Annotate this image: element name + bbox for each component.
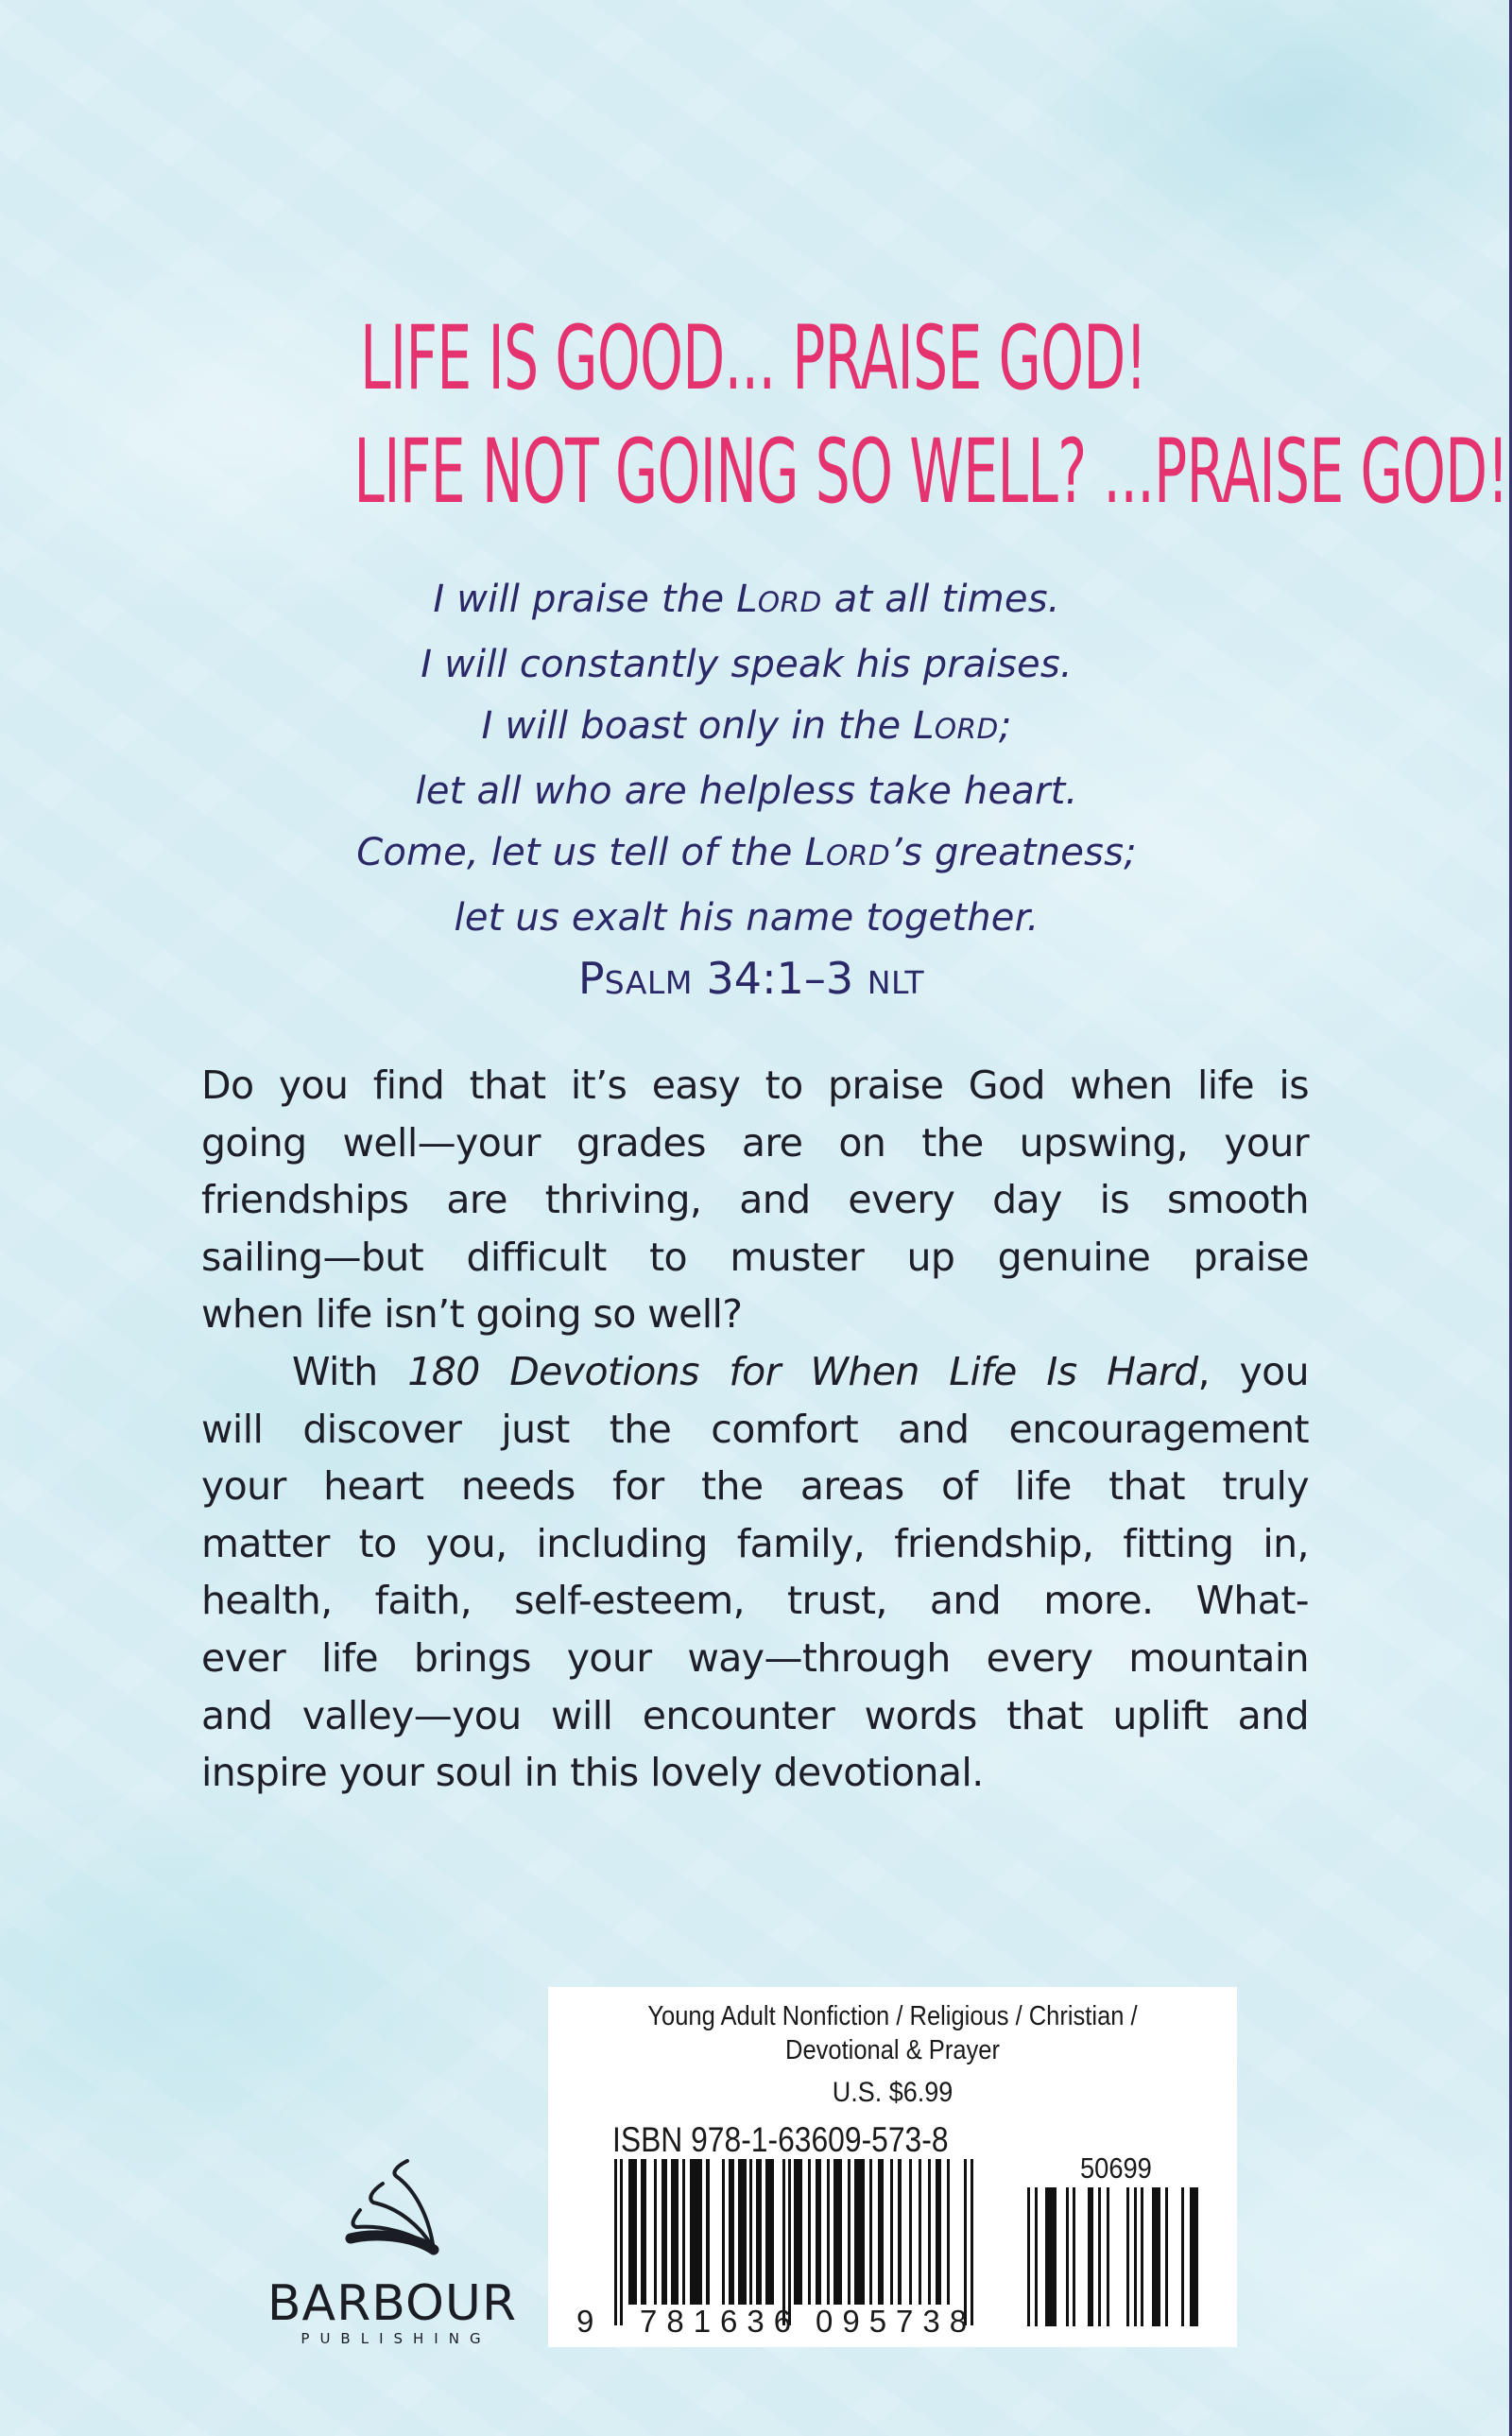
body-text: , you [1197,1348,1309,1394]
verse-text: ’s greatness; [890,831,1137,874]
lord-initial: L [804,831,826,874]
body-line: your heart needs for the areas of life that truly [201,1463,1309,1510]
verse-text: I will praise the [433,578,737,621]
category-line-2: Devotional & Prayer [785,2035,1000,2065]
verse-reference [0,950,1503,1011]
verse-line [0,569,1493,634]
body-line [201,1343,1309,1401]
headline-line-2 [0,421,1509,524]
isbn-label: ISBN 978-1-63609-573-8 [612,2120,949,2159]
publisher-subtitle: PUBLISHING [301,2330,491,2347]
verse-text: at all times. [821,578,1060,621]
body-line: friendships are thriving, and every day is smooth [201,1177,1309,1223]
price: U.S. $6.99 [832,2077,954,2108]
barcode-panel [548,1987,1237,2347]
body-line: when life isn’t going so well? [201,1291,743,1338]
ean-first-digit: 9 [576,2304,594,2339]
body-text: With [292,1348,408,1394]
reference-translation: NLT [867,964,925,1001]
ean-left-digits: 781636 [640,2304,801,2339]
verse-text: I will boast only in the [481,704,914,748]
body-line: inspire your soul in this lovely devotional. [201,1750,984,1796]
verse-text: Come, let us tell of the [356,831,805,874]
publisher-name: BARBOUR [266,2275,518,2332]
open-book-pages-icon [345,2159,439,2257]
book-title: 180 Devotions for When Life Is Hard [407,1348,1198,1394]
verse-line [0,696,1493,761]
headline-line-2-text: LIFE NOT GOING SO WELL? ...PRAISE GOD! [353,421,1509,524]
verse-line: I will constantly speak his praises. [421,642,1073,686]
isbn-barcode-icon [614,2159,983,2325]
body-line: matter to you, including family, friendship, fitting in, [201,1520,1309,1566]
body-line: Do you find that it’s easy to praise God when life is [201,1063,1309,1108]
lord-initial: L [913,704,935,748]
verse-text: ; [998,704,1012,748]
lord-small-caps: ORD [934,713,999,745]
verse-line: let all who are helpless take heart. [415,769,1078,813]
addon-barcode-icon [1027,2187,1211,2326]
headline-line-1-text: LIFE IS GOOD... PRAISE GOD! [359,307,1147,410]
description-body [201,1057,1309,1802]
publisher-logo [265,2159,520,2348]
ean-right-digits: 095738 [816,2304,977,2339]
reference-initial: P [577,953,605,1004]
lord-initial: L [736,578,758,621]
lord-small-caps: ORD [826,839,891,872]
body-line: ever life brings your way—through every mountain [201,1634,1309,1681]
lord-small-caps: ORD [757,586,822,618]
body-line: will discover just the comfort and encouragement [201,1406,1309,1452]
body-line: going well—your grades are on the upswing, your [201,1119,1309,1166]
category-line-1: Young Adult Nonfiction / Religious / Christian / [647,2001,1138,2031]
scripture-verse [0,569,1493,949]
headline-line-1 [0,307,1506,410]
body-line: sailing—but difficult to muster up genuine praise [201,1234,1309,1280]
verse-line [0,822,1493,888]
body-line: and valley—you will encounter words that uplift and [201,1692,1309,1738]
price-addon-number: 50699 [1080,2151,1152,2185]
verse-line: let us exalt his name together. [454,895,1040,940]
reference-small-caps: SALM [604,964,693,1001]
reference-chapter-verse: 34:1–3 [692,953,868,1004]
body-line: health, faith, self-esteem, trust, and more. What- [201,1578,1309,1624]
